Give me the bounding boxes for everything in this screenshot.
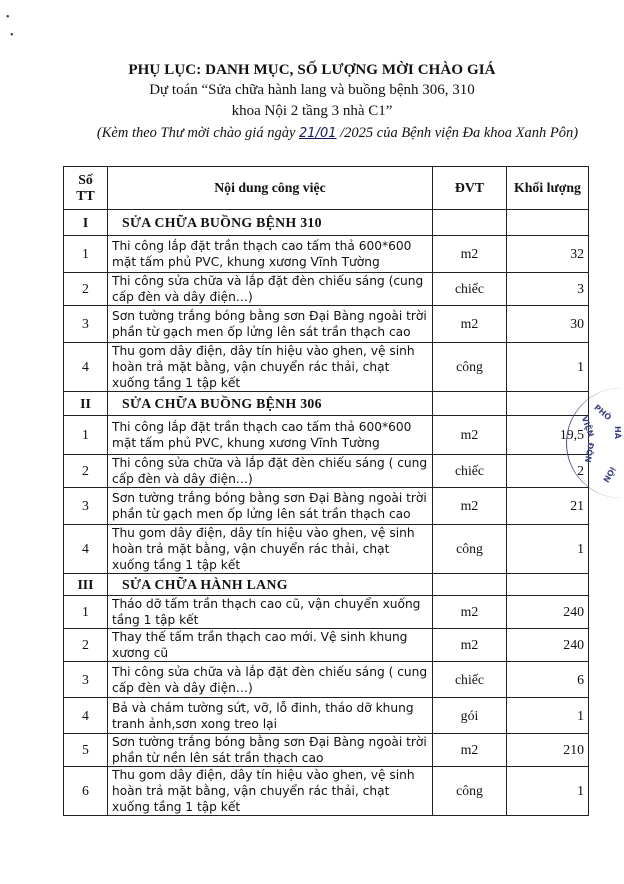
- table-row: [64, 525, 589, 574]
- item-content: Tháo dỡ tấm trần thạch cao cũ, vận chuyển xuống tầng 1 tập kết: [108, 596, 433, 629]
- item-number: 1: [64, 596, 108, 629]
- document-subtitle-line2: khoa Nội 2 tầng 3 nhà C1”: [231, 103, 393, 119]
- item-quantity: 19,5: [507, 416, 589, 455]
- table-row: [64, 488, 589, 525]
- item-quantity: 30: [507, 306, 589, 343]
- item-unit: công: [433, 525, 507, 574]
- table-header-row: [64, 167, 589, 210]
- table-row: [64, 629, 589, 662]
- section-row: [64, 574, 589, 596]
- empty-cell: [433, 574, 507, 596]
- item-content: Thu gom dây điện, dây tín hiệu vào ghen, vệ sinh hoàn trả mặt bằng, vận chuyển rác thải, chạt xuống tầng 1 tập kết: [108, 767, 433, 816]
- table-row: [64, 734, 589, 767]
- item-number: 4: [64, 525, 108, 574]
- item-number: 5: [64, 734, 108, 767]
- item-unit: m2: [433, 629, 507, 662]
- item-number: 2: [64, 629, 108, 662]
- item-content: Thi công sửa chữa và lắp đặt đèn chiếu sáng ( cung cấp đèn và dây điện…): [108, 455, 433, 488]
- item-quantity: 240: [507, 629, 589, 662]
- section-code: II: [64, 392, 108, 416]
- section-name: SỬA CHỮA HÀNH LANG: [108, 574, 433, 596]
- item-content: Thi công lắp đặt trần thạch cao tấm thả 600*600 mặt tấm phủ PVC, khung xương Vĩnh Tường: [108, 236, 433, 273]
- item-quantity: 1: [507, 343, 589, 392]
- item-content: Thi công sửa chữa và lắp đặt đèn chiếu sáng ( cung cấp đèn và dây điện…): [108, 662, 433, 698]
- item-content: Thu gom dây điện, dây tín hiệu vào ghen, vệ sinh hoàn trả mặt bằng, vận chuyển rác thải, chạt xuống tầng 1 tập kết: [108, 343, 433, 392]
- item-quantity: 6: [507, 662, 589, 698]
- item-unit: chiếc: [433, 662, 507, 698]
- item-unit: công: [433, 767, 507, 816]
- scan-mark: •: [6, 12, 10, 23]
- item-unit: chiếc: [433, 273, 507, 306]
- item-number: 3: [64, 488, 108, 525]
- item-unit: m2: [433, 734, 507, 767]
- item-content: Sơn tường trắng bóng bằng sơn Đại Bàng ngoài trời phần từ nền lên sát trần thạch cao: [108, 734, 433, 767]
- item-quantity: 32: [507, 236, 589, 273]
- header-unit: ĐVT: [433, 167, 507, 210]
- empty-cell: [433, 210, 507, 236]
- header-content: Nội dung công việc: [108, 167, 433, 210]
- item-number: 4: [64, 343, 108, 392]
- table-body: [64, 210, 589, 816]
- section-row: [64, 392, 589, 416]
- table-row: [64, 236, 589, 273]
- item-number: 4: [64, 698, 108, 734]
- item-unit: m2: [433, 596, 507, 629]
- section-name: SỬA CHỮA BUỒNG BỆNH 306: [108, 392, 433, 416]
- stamp-text: HÀ: [612, 426, 622, 439]
- item-number: 6: [64, 767, 108, 816]
- table-row: [64, 698, 589, 734]
- note-prefix: (Kèm theo Thư mời chào giá ngày: [96, 125, 296, 141]
- item-unit: m2: [433, 306, 507, 343]
- document-note: [95, 124, 580, 143]
- item-unit: gói: [433, 698, 507, 734]
- table-row: [64, 306, 589, 343]
- scan-mark: •: [10, 30, 14, 41]
- empty-cell: [433, 392, 507, 416]
- item-quantity: 240: [507, 596, 589, 629]
- item-content: Sơn tường trắng bóng bằng sơn Đại Bàng ngoài trời phần từ gạch men ốp lửng lên sát trần thạch cao: [108, 488, 433, 525]
- item-unit: m2: [433, 488, 507, 525]
- header-quantity: Khối lượng: [507, 167, 589, 210]
- stamp-text: PHÒ: [592, 402, 613, 423]
- table-row: [64, 455, 589, 488]
- table-row: [64, 596, 589, 629]
- stamp-text: ĐÔN: [582, 441, 596, 464]
- item-quantity: 210: [507, 734, 589, 767]
- empty-cell: [507, 574, 589, 596]
- table-row: [64, 767, 589, 816]
- section-name: SỬA CHỮA BUỒNG BỆNH 310: [108, 210, 433, 236]
- empty-cell: [507, 210, 589, 236]
- item-content: Thi công sửa chữa và lắp đặt đèn chiếu sáng (cung cấp đèn và dây điện…): [108, 273, 433, 306]
- item-number: 3: [64, 306, 108, 343]
- item-quantity: 2: [507, 455, 589, 488]
- header-stt: Số TT: [64, 167, 108, 210]
- item-quantity: 21: [507, 488, 589, 525]
- item-content: Sơn tường trắng bóng bằng sơn Đại Bàng ngoài trời phần từ gạch men ốp lửng lên sát trần thạch cao: [108, 306, 433, 343]
- item-unit: m2: [433, 416, 507, 455]
- item-number: 2: [64, 273, 108, 306]
- document-title: PHỤ LỤC: DANH MỤC, SỐ LƯỢNG MỜI CHÀO GIÁ: [128, 62, 496, 78]
- item-number: 3: [64, 662, 108, 698]
- item-quantity: 3: [507, 273, 589, 306]
- item-unit: m2: [433, 236, 507, 273]
- section-code: III: [64, 574, 108, 596]
- item-quantity: 1: [507, 767, 589, 816]
- table-row: [64, 662, 589, 698]
- item-content: Thu gom dây điện, dây tín hiệu vào ghen, vệ sinh hoàn trả mặt bằng, vận chuyển rác thải, chạt xuống tầng 1 tập kết: [108, 525, 433, 574]
- item-content: Bả và chám tường sứt, vỡ, lỗ đinh, tháo dỡ khung tranh ảnh,sơn xong treo lại: [108, 698, 433, 734]
- item-number: 1: [64, 236, 108, 273]
- work-items-table: [63, 166, 589, 816]
- section-code: I: [64, 210, 108, 236]
- table-row: [64, 343, 589, 392]
- section-row: [64, 210, 589, 236]
- item-unit: công: [433, 343, 507, 392]
- item-content: Thay thế tấm trần thạch cao mới. Vệ sinh khung xương cũ: [108, 629, 433, 662]
- note-suffix: /2025 của Bệnh viện Đa khoa Xanh Pôn): [340, 125, 579, 141]
- document-subtitle: Dự toán “Sửa chữa hành lang và buồng bệnh 306, 310: [149, 82, 475, 98]
- handwritten-date: 21/01: [299, 126, 337, 141]
- item-unit: chiếc: [433, 455, 507, 488]
- stamp-text: VIỆN: [579, 414, 596, 439]
- table-row: [64, 273, 589, 306]
- item-quantity: 1: [507, 525, 589, 574]
- item-number: 1: [64, 416, 108, 455]
- stamp-text: iÔN: [601, 465, 618, 484]
- table-row: [64, 416, 589, 455]
- item-quantity: 1: [507, 698, 589, 734]
- item-content: Thi công lắp đặt trần thạch cao tấm thả 600*600 mặt tấm phủ PVC, khung xương Vĩnh Tường: [108, 416, 433, 455]
- item-number: 2: [64, 455, 108, 488]
